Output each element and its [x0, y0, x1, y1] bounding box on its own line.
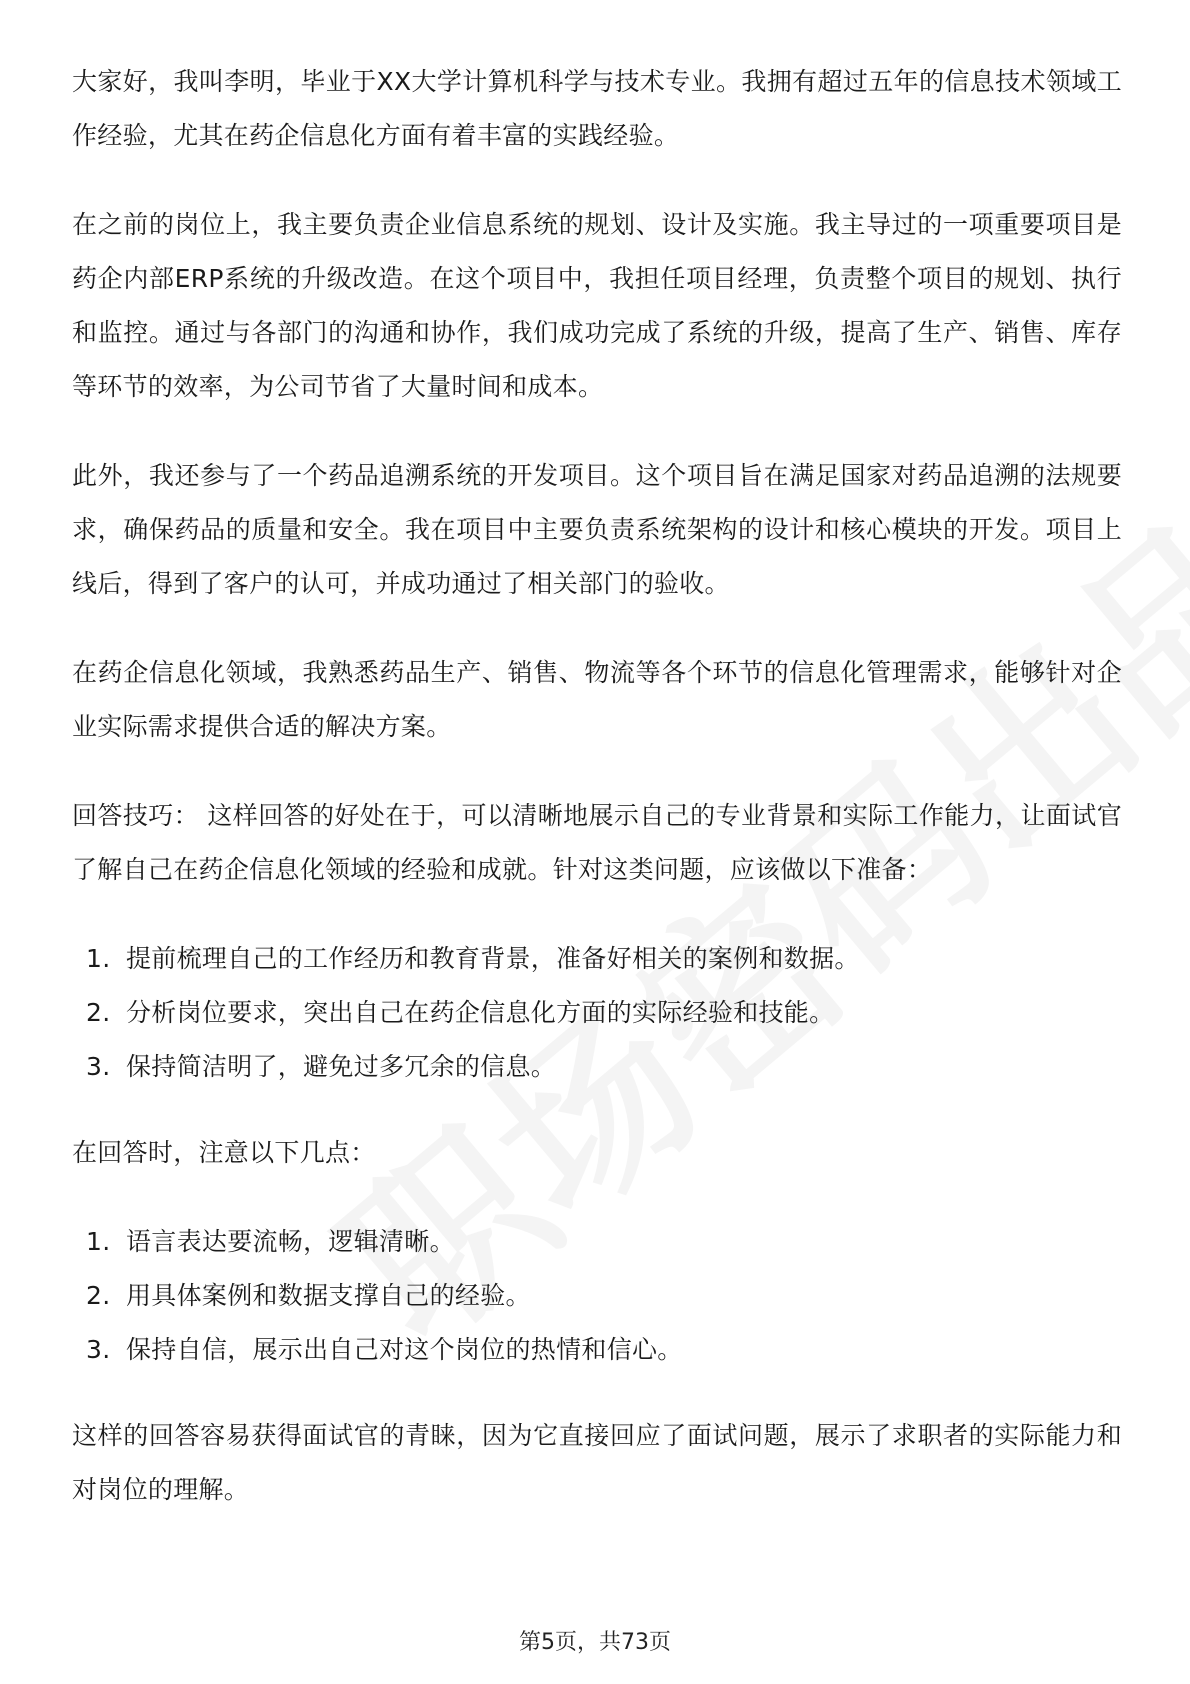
list-text: 语言表达要流畅，逻辑清晰。	[126, 1227, 455, 1256]
intro-paragraph: 大家好，我叫李明，毕业于XX大学计算机科学与技术专业。我拥有超过五年的信息技术领域工作经验，尤其在药企信息化方面有着丰富的实践经验。	[72, 67, 1122, 150]
list-text: 提前梳理自己的工作经历和教育背景，准备好相关的案例和数据。	[126, 944, 860, 973]
tracing-project-paragraph: 此外，我还参与了一个药品追溯系统的开发项目。这个项目旨在满足国家对药品追溯的法规要求，确保药品的质量和安全。我在项目中主要负责系统架构的设计和核心模块的开发。项目上线后，得到了客户的认可，并成功通过了相关部门的验收。	[72, 461, 1122, 598]
list-number: 2.	[86, 998, 111, 1027]
conclusion-paragraph: 这样的回答容易获得面试官的青睐，因为它直接回应了面试问题，展示了求职者的实际能力和对岗位的理解。	[72, 1421, 1122, 1504]
prep-list	[72, 932, 1122, 1094]
list-number: 3.	[86, 1052, 111, 1081]
document-body	[72, 55, 1122, 1552]
previous-role-paragraph: 在之前的岗位上，我主要负责企业信息系统的规划、设计及实施。我主导过的一项重要项目是药企内部ERP系统的升级改造。在这个项目中，我担任项目经理，负责整个项目的规划、执行和监控。通过与各部门的沟通和协作，我们成功完成了系统的升级，提高了生产、销售、库存等环节的效率，为公司节省了大量时间和成本。	[72, 210, 1122, 401]
page-footer: 第5页，共73页	[519, 1630, 671, 1655]
list-text: 保持简洁明了，避免过多冗余的信息。	[126, 1052, 557, 1081]
list-item	[72, 986, 1122, 1040]
domain-knowledge-paragraph: 在药企信息化领域，我熟悉药品生产、销售、物流等各个环节的信息化管理需求，能够针对企业实际需求提供合适的解决方案。	[72, 658, 1122, 741]
list-item	[72, 932, 1122, 986]
list-item	[72, 1269, 1122, 1323]
list-item	[72, 1040, 1122, 1094]
list-item	[72, 1215, 1122, 1269]
notes-intro-paragraph: 在回答时，注意以下几点：	[72, 1138, 376, 1167]
list-text: 保持自信，展示出自己对这个岗位的热情和信心。	[126, 1335, 683, 1364]
list-number: 1.	[86, 1227, 111, 1256]
list-number: 2.	[86, 1281, 111, 1310]
notes-list	[72, 1215, 1122, 1377]
list-text: 用具体案例和数据支撑自己的经验。	[126, 1281, 531, 1310]
list-text: 分析岗位要求，突出自己在药企信息化方面的实际经验和技能。	[126, 998, 835, 1027]
list-item	[72, 1323, 1122, 1377]
list-number: 1.	[86, 944, 111, 973]
tips-paragraph: 回答技巧： 这样回答的好处在于，可以清晰地展示自己的专业背景和实际工作能力，让面试官了解自己在药企信息化领域的经验和成就。针对这类问题，应该做以下准备：	[72, 801, 1122, 884]
list-number: 3.	[86, 1335, 111, 1364]
